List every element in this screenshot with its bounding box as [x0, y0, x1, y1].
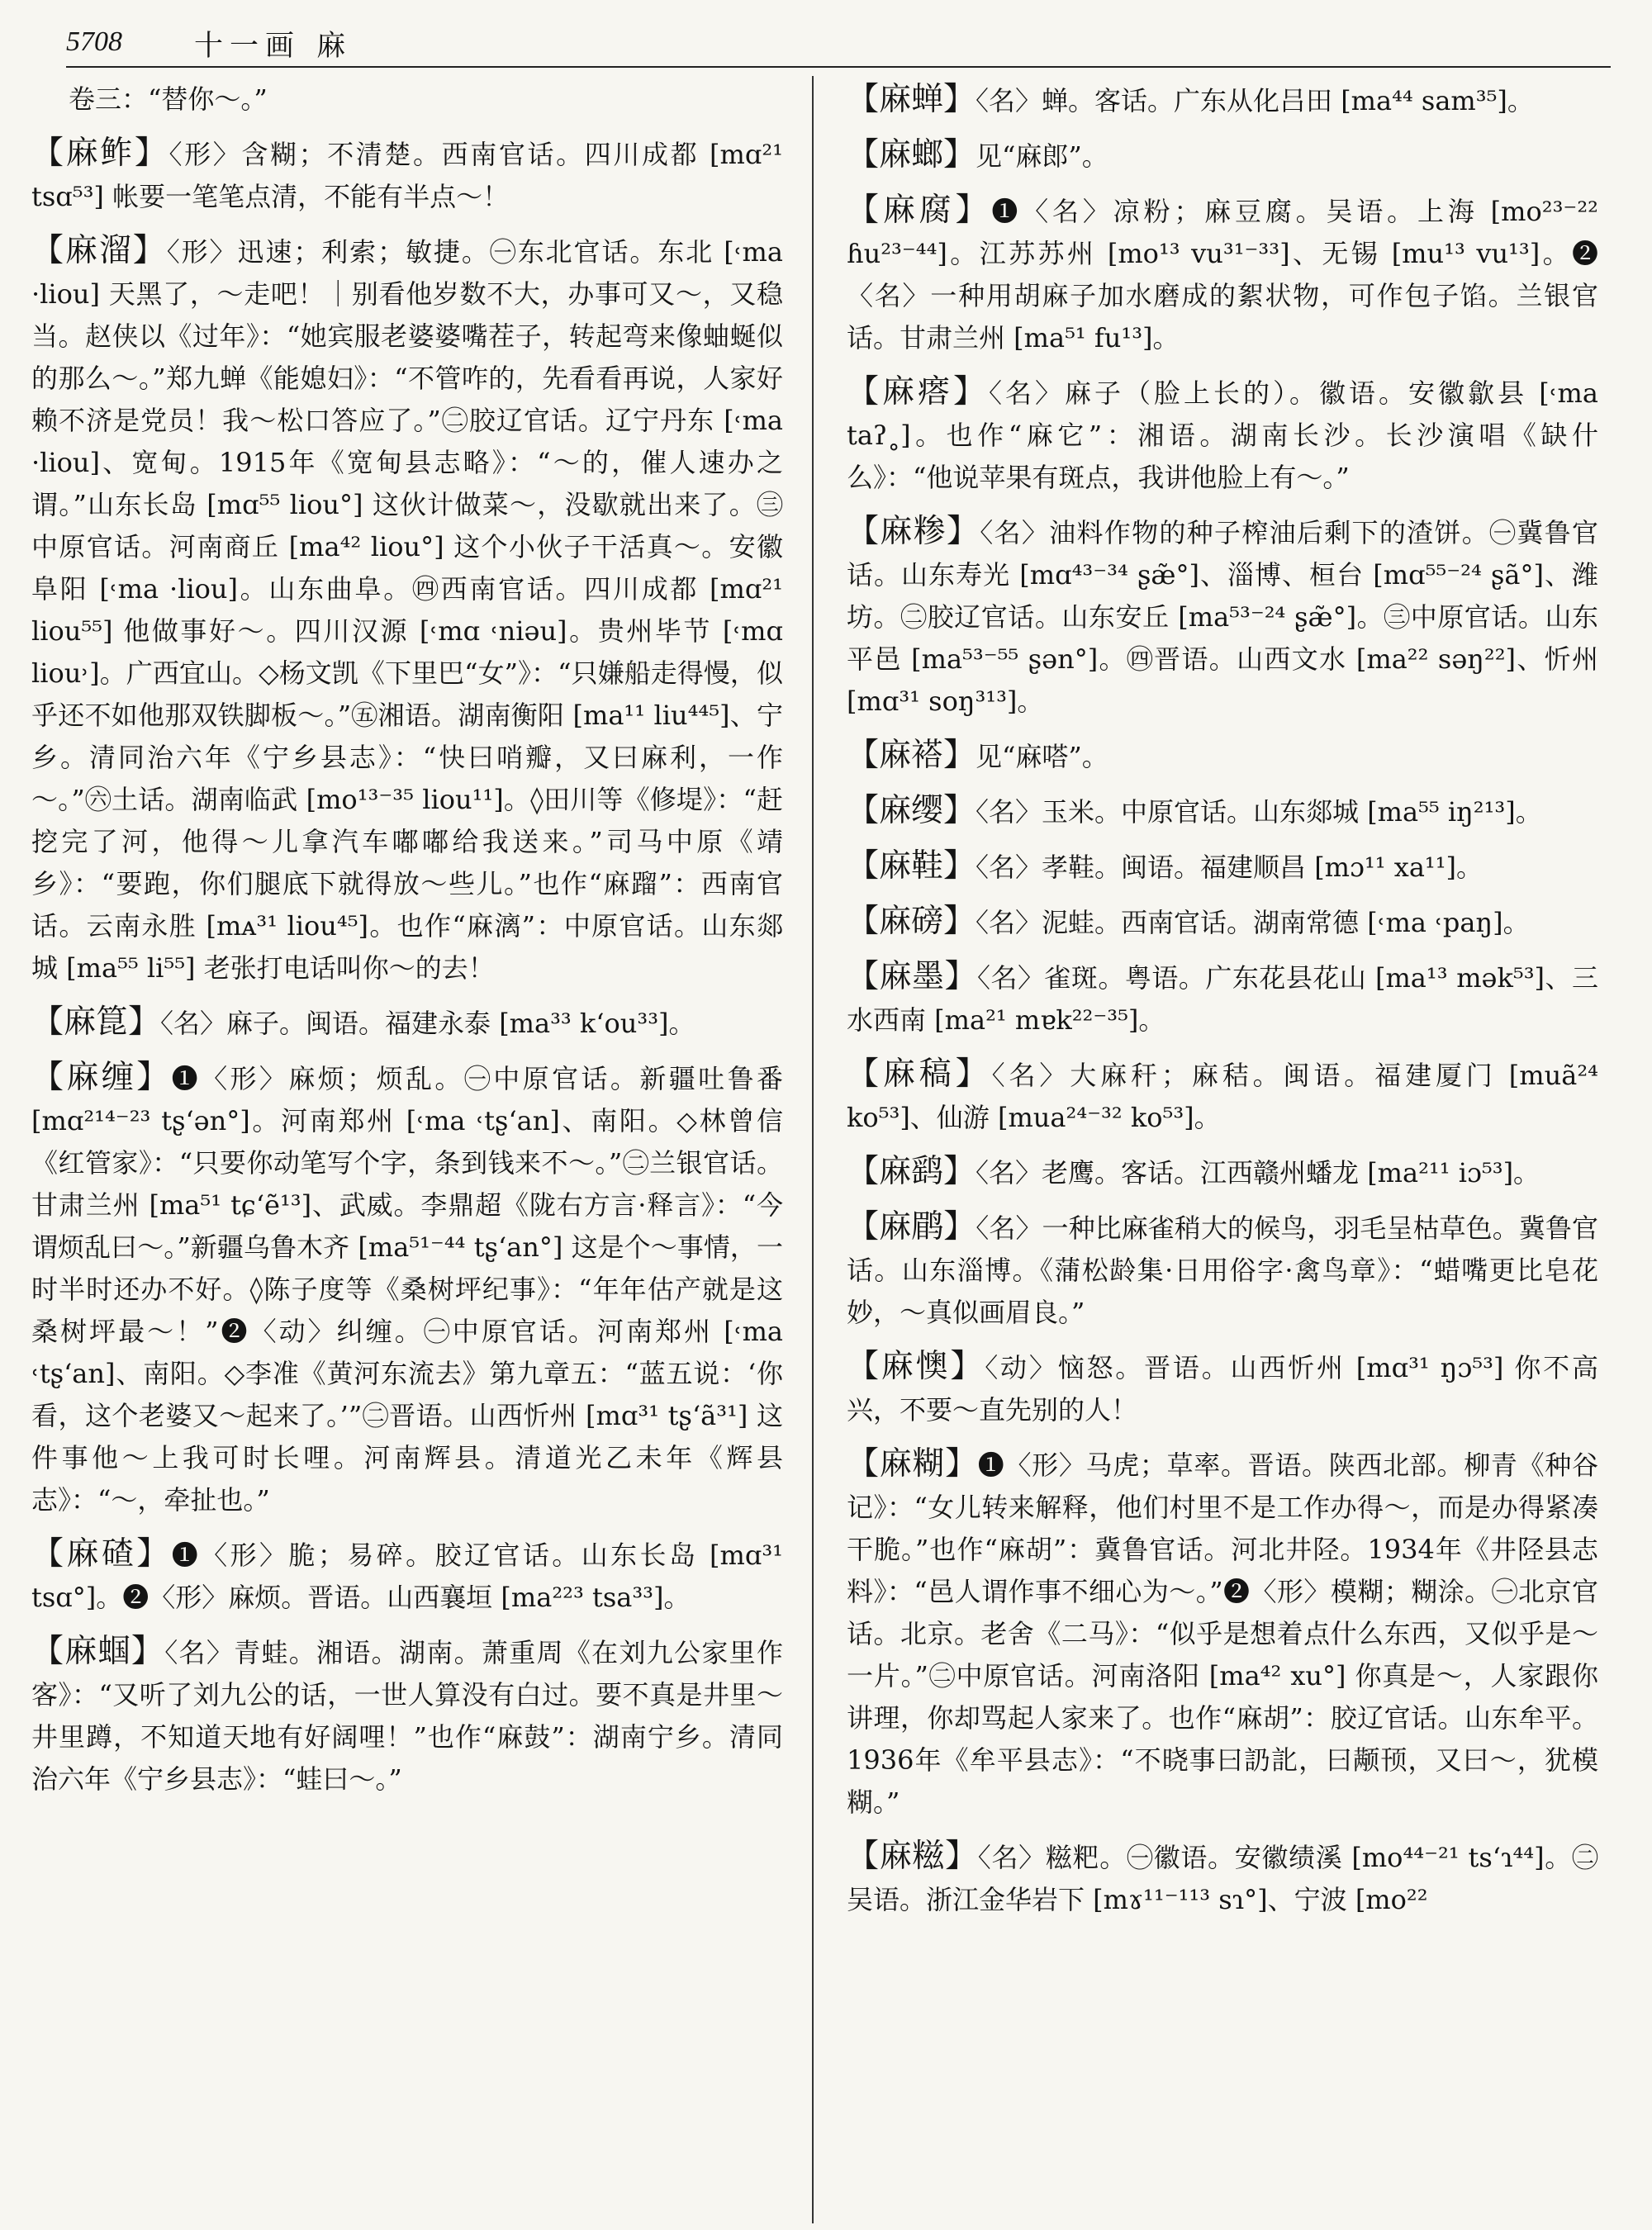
- entry-headword: 【麻糍】: [847, 1838, 978, 1875]
- entry-definition: 〈名〉大麻秆；麻秸。闽语。福建厦门 [muã²⁴ ko⁵³]、仙游 [mua²⁴⁻³² ko⁵³]。: [847, 1060, 1598, 1133]
- entry-headword: 【麻缠】: [31, 1059, 172, 1096]
- dictionary-entry: [847, 900, 1598, 944]
- dictionary-entry: [847, 510, 1598, 723]
- dictionary-entry: [847, 1053, 1598, 1139]
- dictionary-entry: [847, 134, 1598, 178]
- right-column: [847, 78, 1598, 1933]
- dictionary-entry: [847, 189, 1598, 359]
- entry-headword: 【麻墨】: [847, 958, 977, 995]
- entry-headword: 【麻磅】: [847, 903, 976, 940]
- entry-headword: 【麻鲊】: [31, 135, 169, 172]
- entry-definition: 〈名〉老鹰。客话。江西赣州蟠龙 [ma²¹¹ iɔ⁵³]。: [976, 1157, 1540, 1189]
- dictionary-entry: [847, 1206, 1598, 1334]
- dictionary-entry: [31, 1056, 783, 1521]
- entry-definition: 〈名〉糍粑。㊀徽语。安徽绩溪 [mo⁴⁴⁻²¹ ts‘ɿ⁴⁴]。㊁吴语。浙江金华岩下 [mɤ¹¹⁻¹¹³ sɿ°]、宁波 [mo²²: [847, 1842, 1598, 1915]
- entry-definition: 〈名〉青蛙。湘语。湖南。萧重周《在刘九公家里作客》：“又听了刘九公的话，一世人算没有白过。要不真是井里～井里蹲，不知道天地有好阔哩！”也作“麻鼓”：湖南宁乡。清同治六年《宁乡县志》：“蛙曰～。”: [31, 1637, 783, 1795]
- entry-headword: 【麻糁】: [847, 513, 980, 550]
- entry-headword: 【麻腐】: [847, 192, 992, 229]
- column-rule: [812, 76, 814, 2223]
- entry-headword: 【麻碴】: [31, 1535, 172, 1573]
- running-head: 十一画 麻: [194, 30, 353, 63]
- entry-definition: 〈名〉玉米。中原官话。山东郯城 [ma⁵⁵ iŋ²¹³]。: [976, 796, 1542, 828]
- entry-headword: 【麻鞋】: [847, 847, 976, 885]
- entry-definition: ❶〈形〉脆；易碎。胶辽官话。山东长岛 [mɑ³¹ tsɑ°]。❷〈形〉麻烦。晋语。山西襄垣 [ma²²³ tsa³³]。: [31, 1540, 783, 1613]
- header-rule: [66, 66, 1611, 68]
- dictionary-entry: [847, 78, 1598, 122]
- entry-headword: 【麻褡】: [847, 737, 976, 774]
- entry-definition: 〈名〉泥蛙。西南官话。湖南常德 [˓ma ˓paŋ]。: [976, 907, 1530, 938]
- entry-headword: 【麻蝉】: [847, 81, 976, 118]
- entry-definition: 〈形〉含糊；不清楚。西南官话。四川成都 [mɑ²¹ tsɑ⁵³] 帐要一笔笔点清，不能有半点～！: [31, 139, 783, 212]
- entry-headword: 【麻螂】: [847, 136, 976, 173]
- dictionary-entry: [847, 1151, 1598, 1194]
- dictionary-entry: [31, 1533, 783, 1619]
- dictionary-entry: [847, 371, 1598, 499]
- entry-definition: ❶〈形〉马虎；草率。晋语。陕西北部。柳青《种谷记》：“女儿转来解释，他们村里不是工作办得～，而是办得紧凑干脆。”也作“麻胡”：冀鲁官话。河北井陉。1934年《井陉县志料》：“邑人谓作事不细心为～。”❷〈形〉模糊；糊涂。㊀北京官话。北京。老舍《二马》：“似乎是想着点什么东西，又似乎是～一片。”㊁中原官话。河南洛阳 [ma⁴² xu°] 你真是～，人家跟你讲理，你却骂起人家来了。也作“麻胡”：胶辽官话。山东牟平。1936年《牟平县志》：“不晓事曰䚮䚰，曰颟顸，又曰～，犹模糊。”: [847, 1450, 1598, 1818]
- left-column: [31, 78, 783, 1812]
- entry-definition: 〈名〉麻子。闽语。福建永泰 [ma³³ k‘ou³³]。: [160, 1008, 695, 1039]
- entry-headword: 【麻糊】: [847, 1445, 978, 1483]
- entry-headword: 【麻蝈】: [31, 1633, 165, 1670]
- entry-definition: ❶〈名〉凉粉；麻豆腐。吴语。上海 [mo²³⁻²² ɦu²³⁻⁴⁴]。江苏苏州 [mo¹³ vu³¹⁻³³]、无锡 [mu¹³ vu¹³]。❷〈名〉一种用胡麻子加水磨成的絮状物，可作包子馅。兰银官话。甘肃兰州 [ma⁵¹ fu¹³]。: [847, 196, 1598, 353]
- dictionary-entry: [847, 1443, 1598, 1824]
- entry-headword: 【麻稿】: [847, 1056, 992, 1093]
- entry-headword: 【麻箟】: [31, 1004, 161, 1041]
- entry-definition: 〈动〉恼怒。晋语。山西忻州 [mɑ³¹ ŋɔ⁵³] 你不高兴，不要～直先别的人！: [847, 1352, 1598, 1426]
- entry-definition: 〈名〉麻子（脸上长的）。徽语。安徽歙县 [˓ma taʔ˳]。也作“麻它”：湘语。湖南长沙。长沙演唱《缺什么》：“他说苹果有斑点，我讲他脸上有～。”: [847, 377, 1598, 493]
- entry-headword: 【麻瘩】: [847, 373, 990, 410]
- entry-headword: 【麻懊】: [847, 1348, 985, 1385]
- entry-headword: 【麻鹞】: [847, 1153, 976, 1190]
- entry-definition: 〈名〉油料作物的种子榨油后剩下的渣饼。㊀冀鲁官话。山东寿光 [mɑ⁴³⁻³⁴ ʂæ̃°]、淄博、桓台 [mɑ⁵⁵⁻²⁴ ʂã°]、潍坊。㊁胶辽官话。山东安丘 [ma⁵³⁻²⁴ ʂæ̃°]。㊂中原官话。山东平邑 [ma⁵³⁻⁵⁵ ʂən°]。㊃晋语。山西文水 [ma²² səŋ²²]、忻州 [mɑ³¹ soŋ³¹³]。: [847, 517, 1598, 717]
- entry-definition: 〈名〉蝉。客话。广东从化吕田 [ma⁴⁴ sam³⁵]。: [976, 85, 1534, 116]
- dictionary-entry: [847, 734, 1598, 778]
- entry-continuation: 卷三：“替你～。”: [69, 83, 268, 115]
- entry-headword: 【麻溜】: [31, 232, 167, 269]
- entry-definition: 见“麻嗒”。: [976, 741, 1108, 772]
- entry-definition: 〈名〉一种比麻雀稍大的候鸟，羽毛呈枯草色。冀鲁官话。山东淄博。《蒲松龄集·日用俗字·禽鸟章》：“蜡嘴更比皂花妙，～真似画眉良。”: [847, 1212, 1598, 1328]
- entry-headword: 【麻鹛】: [847, 1208, 976, 1245]
- entry-definition: 〈名〉孝鞋。闽语。福建顺昌 [mɔ¹¹ xa¹¹]。: [976, 852, 1483, 883]
- dictionary-entry: [847, 790, 1598, 833]
- entry-headword: 【麻缨】: [847, 792, 976, 829]
- entry-definition: 〈形〉迅速；利索；敏捷。㊀东北官话。东北 [˓ma ·liou] 天黑了，～走吧！｜别看他岁数不大，办事可又～，又稳当。赵侠以《过年》：“她宾服老婆婆嘴茬子，转起弯来像蚰蜒似的那么～。”郑九蝉《能媳妇》：“不管咋的，先看看再说，人家好赖不济是党员！我～松口答应了。”㊁胶辽官话。辽宁丹东 [˓ma ·liou]、宽甸。1915年《宽甸县志略》：“～的，催人速办之谓。”山东长岛 [mɑ⁵⁵ liou°] 这伙计做菜～，没歇就出来了。㊂中原官话。河南商丘 [ma⁴² liou°] 这个小伙子干活真～。安徽阜阳 [˓ma ·liou]。山东曲阜。㊃西南官话。四川成都 [mɑ²¹ liou⁵⁵] 他做事好～。四川汉源 [˓mɑ ˓niəu]。贵州毕节 [˓mɑ liou˒]。广西宜山。◇杨文凯《下里巴“女”》：“只嫌船走得慢，似乎还不如他那双铁脚板～。”㊄湘语。湖南衡阳 [ma¹¹ liu⁴⁴⁵]、宁乡。清同治六年《宁乡县志》：“快曰哨瓣，又曰麻利，一作～。”㊅土话。湖南临武 [mo¹³⁻³⁵ liou¹¹]。◊田川等《修堤》：“赶挖完了河，他得～儿拿汽车嘟嘟给我送来。”司马中原《靖乡》：“要跑，你们腿底下就得放～些儿。”也作“麻蹓”：西南官话。云南永胜 [mᴀ³¹ liou⁴⁵]。也作“麻漓”：中原官话。山东郯城 [ma⁵⁵ li⁵⁵] 老张打电话叫你～的去！: [31, 236, 783, 984]
- dictionary-entry: [31, 1630, 783, 1801]
- entry-definition: ❶〈形〉麻烦；烦乱。㊀中原官话。新疆吐鲁番 [mɑ²¹⁴⁻²³ tʂ‘ən°]。河南郑州 [˓ma ˓tʂ‘an]、南阳。◇林曾信《红管家》：“只要你动笔写个字，条到钱来不～。”㊁兰银官话。甘肃兰州 [ma⁵¹ tɕ‘ẽ¹³]、武威。李鼎超《陇右方言·释言》：“今谓烦乱曰～。”新疆乌鲁木齐 [ma⁵¹⁻⁴⁴ tʂ‘an°] 这是个～事情，一时半时还办不好。◊陈子度等《桑树坪纪事》：“年年估产就是这桑树坪最～！”❷〈动〉纠缠。㊀中原官话。河南郑州 [˓ma ˓tʂ‘an]、南阳。◇李准《黄河东流去》第九章五：“蓝五说：‘你看，这个老婆又～起来了。’”㊁晋语。山西忻州 [mɑ³¹ tʂ‘ã³¹] 这件事他～上我可时长哩。河南辉县。清道光乙未年《辉县志》：“～，牵扯也。”: [31, 1063, 783, 1516]
- dictionary-entry: [847, 845, 1598, 889]
- page-header: [66, 23, 1602, 73]
- entry-definition: 〈名〉雀斑。粤语。广东花县花山 [ma¹³ mək⁵³]、三水西南 [ma²¹ mɐk²²⁻³⁵]。: [847, 962, 1598, 1036]
- dictionary-entry: [31, 132, 783, 218]
- dictionary-entry: [847, 1835, 1598, 1921]
- dictionary-entry: [847, 956, 1598, 1041]
- entry-definition: 见“麻郎”。: [976, 140, 1108, 172]
- page-number: 5708: [66, 26, 122, 57]
- dictionary-entry: [31, 1001, 783, 1045]
- dictionary-entry: [31, 230, 783, 989]
- dictionary-entry: [847, 1345, 1598, 1431]
